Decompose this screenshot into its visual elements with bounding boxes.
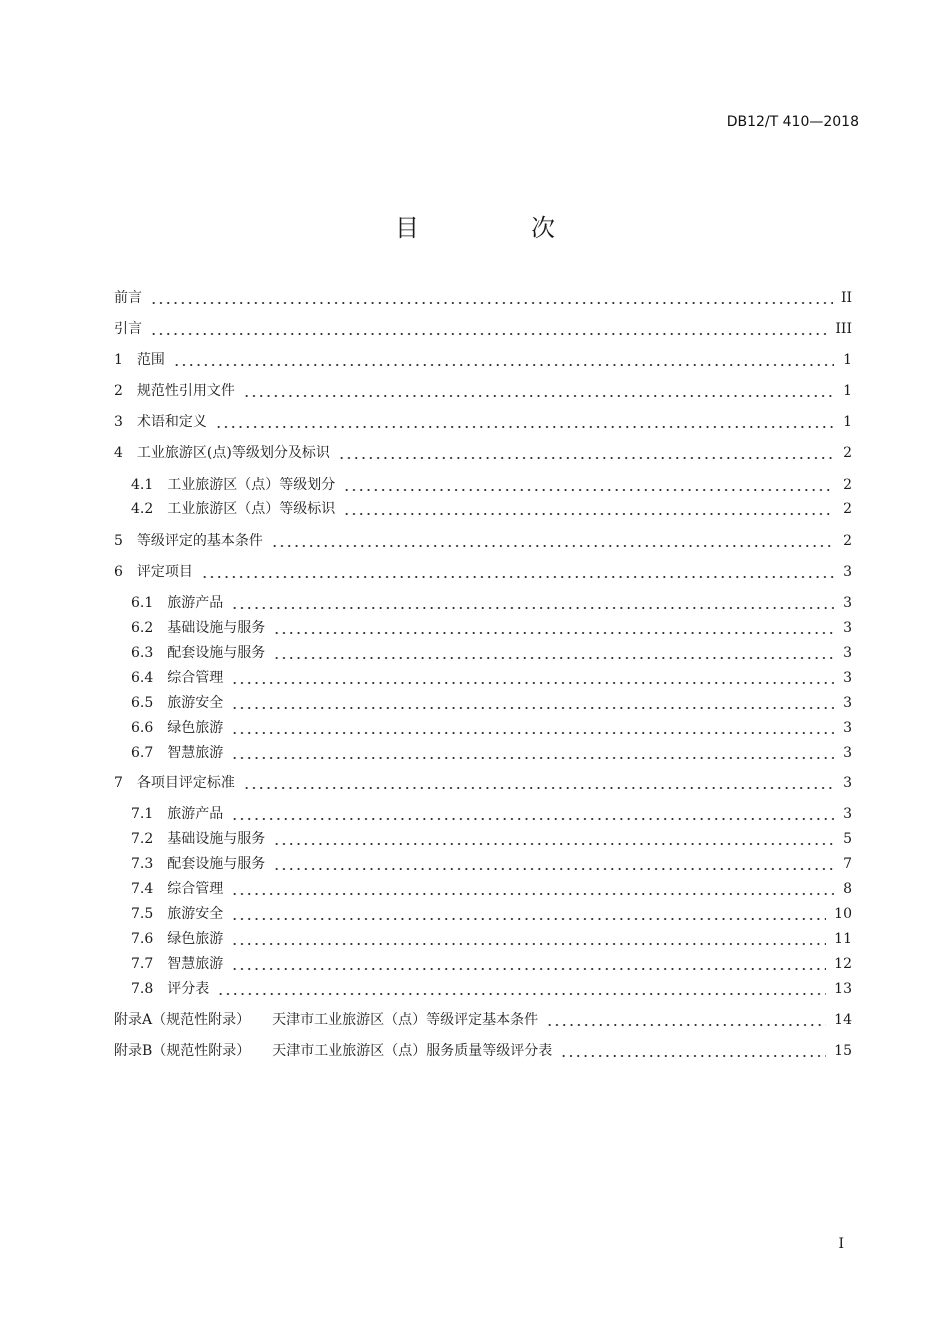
toc-entry-number: 4.2 xyxy=(131,501,154,517)
dot-leader xyxy=(271,536,834,548)
toc-entry-number: 附录B（规范性附录） xyxy=(114,1043,251,1059)
toc-entry-page: 13 xyxy=(834,981,852,997)
toc-entry-page: 1 xyxy=(843,383,852,399)
toc-entry-page: 3 xyxy=(843,806,852,822)
toc-entry[interactable] xyxy=(114,349,852,371)
toc-entry-label: 旅游安全 xyxy=(167,906,224,922)
toc-entry-page: 3 xyxy=(843,564,852,580)
toc-subentry[interactable] xyxy=(131,928,852,950)
toc-subentry[interactable] xyxy=(131,978,852,1000)
toc-subentry[interactable] xyxy=(131,474,852,496)
dot-leader xyxy=(273,834,834,846)
toc-entry-label: 评分表 xyxy=(167,981,210,997)
toc-entry-number: 7.6 xyxy=(131,931,154,947)
toc-entry-label: 评定项目 xyxy=(136,564,193,580)
toc-entry-label: 综合管理 xyxy=(167,670,224,686)
toc-entry-page: 3 xyxy=(843,670,852,686)
toc-entry[interactable] xyxy=(114,318,852,340)
toc-entry-number: 6.2 xyxy=(131,620,154,636)
toc-entry-number: 7.4 xyxy=(131,881,154,897)
toc-subentry[interactable] xyxy=(131,828,852,850)
toc-entry-page: 3 xyxy=(843,745,852,761)
toc-entry-label: 智慧旅游 xyxy=(167,745,224,761)
toc-entry[interactable] xyxy=(114,380,852,402)
toc-entry-page: 5 xyxy=(843,831,852,847)
toc-entry-label: 各项目评定标准 xyxy=(136,775,235,791)
dot-leader xyxy=(150,293,833,305)
toc-entry-label: 综合管理 xyxy=(167,881,224,897)
toc-entry-label: 旅游产品 xyxy=(167,806,224,822)
toc-entry-label: 规范性引用文件 xyxy=(136,383,235,399)
dot-leader xyxy=(243,778,834,790)
toc-entry-page: 2 xyxy=(843,445,852,461)
toc-entry-number: 1 xyxy=(114,352,123,368)
toc-subentry[interactable] xyxy=(131,642,852,664)
dot-leader xyxy=(560,1046,826,1058)
dot-leader xyxy=(217,984,826,996)
toc-entry[interactable] xyxy=(114,772,852,794)
toc-entry-number: 6.7 xyxy=(131,745,154,761)
toc-entry-label: 绿色旅游 xyxy=(167,720,224,736)
toc-entry-page: 2 xyxy=(843,533,852,549)
document-code: DB12/T 410—2018 xyxy=(726,114,859,130)
toc-entry-label: 天津市工业旅游区（点）等级评定基本条件 xyxy=(272,1012,539,1028)
dot-leader xyxy=(343,480,834,492)
toc-entry-number: 7.3 xyxy=(131,856,154,872)
toc-entry-label: 引言 xyxy=(114,321,142,337)
toc-subentry[interactable] xyxy=(131,878,852,900)
toc-entry-number: 4 xyxy=(114,445,123,461)
toc-entry-page: 3 xyxy=(843,695,852,711)
toc-entry-page: 3 xyxy=(843,720,852,736)
toc-entry-number: 2 xyxy=(114,383,123,399)
toc-appendix-entry[interactable] xyxy=(114,1040,852,1062)
dot-leader xyxy=(273,648,834,660)
dot-leader xyxy=(231,748,834,760)
toc-entry-label: 前言 xyxy=(114,290,142,306)
dot-leader xyxy=(546,1015,826,1027)
toc-entry-page: III xyxy=(835,321,852,337)
dot-leader xyxy=(338,448,834,460)
dot-leader xyxy=(273,623,834,635)
dot-leader xyxy=(215,417,834,429)
toc-entry-page: 3 xyxy=(843,775,852,791)
toc-entry-label: 旅游产品 xyxy=(167,595,224,611)
toc-entry-page: 1 xyxy=(843,414,852,430)
toc-subentry[interactable] xyxy=(131,742,852,764)
dot-leader xyxy=(243,386,834,398)
toc-entry-page: 3 xyxy=(843,595,852,611)
dot-leader xyxy=(231,959,826,971)
dot-leader xyxy=(173,355,834,367)
toc-entry-number: 7.1 xyxy=(131,806,154,822)
toc-entry-number: 7.5 xyxy=(131,906,154,922)
toc-entry-page: 10 xyxy=(834,906,852,922)
toc-entry-page: 3 xyxy=(843,620,852,636)
dot-leader xyxy=(231,698,834,710)
toc-entry-page: 7 xyxy=(843,856,852,872)
dot-leader xyxy=(231,809,834,821)
toc-entry-label: 配套设施与服务 xyxy=(167,645,266,661)
toc-appendix-entry[interactable] xyxy=(114,1009,852,1031)
toc-entry-label: 工业旅游区（点）等级标识 xyxy=(167,501,336,517)
toc-entry-page: 11 xyxy=(834,931,852,947)
toc-subentry[interactable] xyxy=(131,803,852,825)
toc-entry[interactable] xyxy=(114,561,852,583)
toc-entry-label: 配套设施与服务 xyxy=(167,856,266,872)
toc-entry-number: 6 xyxy=(114,564,123,580)
toc-entry-label: 旅游安全 xyxy=(167,695,224,711)
toc-entry-label: 等级评定的基本条件 xyxy=(136,533,263,549)
toc-subentry[interactable] xyxy=(131,853,852,875)
toc-subentry[interactable] xyxy=(131,903,852,925)
toc-entry-label: 工业旅游区（点）等级划分 xyxy=(167,477,336,493)
page-number: I xyxy=(838,1236,844,1252)
toc-entry-number: 6.6 xyxy=(131,720,154,736)
toc-entry-page: 2 xyxy=(843,477,852,493)
toc-entry-label: 范围 xyxy=(136,352,165,368)
toc-entry-number: 6.3 xyxy=(131,645,154,661)
toc-entry-number: 7.2 xyxy=(131,831,154,847)
toc-entry[interactable] xyxy=(114,411,852,433)
toc-entry-label: 基础设施与服务 xyxy=(167,831,266,847)
dot-leader xyxy=(343,504,834,516)
toc-entry-page: 3 xyxy=(843,645,852,661)
toc-subentry[interactable] xyxy=(131,617,852,639)
dot-leader xyxy=(231,884,834,896)
toc-entry-number: 5 xyxy=(114,533,123,549)
dot-leader xyxy=(231,934,826,946)
page-title: 目 次 xyxy=(395,214,599,242)
toc-entry-number: 6.4 xyxy=(131,670,154,686)
toc-entry[interactable] xyxy=(114,287,852,309)
toc-subentry[interactable] xyxy=(131,953,852,975)
dot-leader xyxy=(231,909,826,921)
dot-leader xyxy=(231,673,834,685)
toc-entry[interactable] xyxy=(114,530,852,552)
toc-entry-label: 工业旅游区(点)等级划分及标识 xyxy=(136,445,330,461)
toc-entry-label: 基础设施与服务 xyxy=(167,620,266,636)
toc-entry-page: 1 xyxy=(843,352,852,368)
toc-entry-page: 8 xyxy=(843,881,852,897)
toc-entry-label: 绿色旅游 xyxy=(167,931,224,947)
toc-entry-label: 术语和定义 xyxy=(136,414,207,430)
toc-entry[interactable] xyxy=(114,442,852,464)
toc-entry-number: 4.1 xyxy=(131,477,154,493)
toc-subentry[interactable] xyxy=(131,592,852,614)
toc-entry-number: 6.1 xyxy=(131,595,154,611)
toc-entry-number: 6.5 xyxy=(131,695,154,711)
toc-entry-number: 7.8 xyxy=(131,981,154,997)
toc-entry-number: 3 xyxy=(114,414,123,430)
dot-leader xyxy=(201,567,834,579)
toc-entry-page: II xyxy=(840,290,852,306)
toc-entry-number: 7 xyxy=(114,775,123,791)
toc-entry-page: 15 xyxy=(834,1043,852,1059)
toc-entry-number: 7.7 xyxy=(131,956,154,972)
toc-subentry[interactable] xyxy=(131,498,852,520)
toc-entry-label: 智慧旅游 xyxy=(167,956,224,972)
dot-leader xyxy=(150,324,827,336)
dot-leader xyxy=(273,859,834,871)
toc-subentry[interactable] xyxy=(131,667,852,689)
toc-entry-page: 2 xyxy=(843,501,852,517)
toc-entry-label: 天津市工业旅游区（点）服务质量等级评分表 xyxy=(272,1043,553,1059)
dot-leader xyxy=(231,723,834,735)
toc-entry-number: 附录A（规范性附录） xyxy=(114,1012,251,1028)
dot-leader xyxy=(231,598,834,610)
toc-subentry[interactable] xyxy=(131,692,852,714)
toc-entry-page: 12 xyxy=(834,956,852,972)
toc-subentry[interactable] xyxy=(131,717,852,739)
toc-entry-page: 14 xyxy=(834,1012,852,1028)
